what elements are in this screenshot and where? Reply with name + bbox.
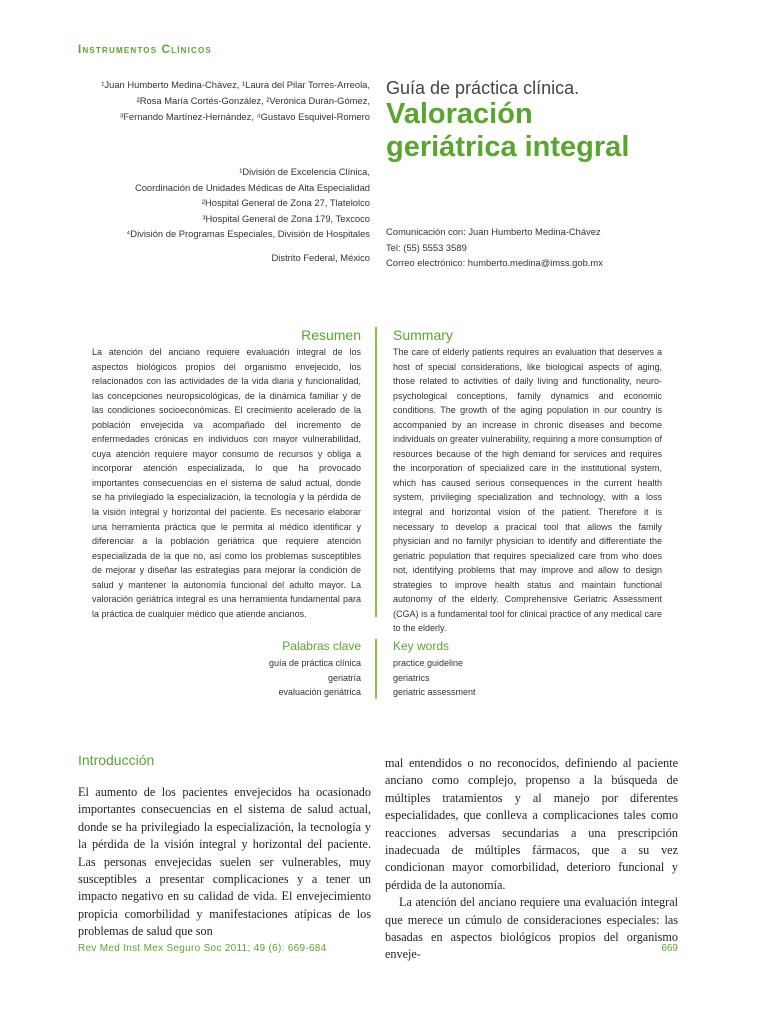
- article-title: [386, 98, 629, 164]
- keyword-item: geriatrics: [393, 672, 430, 683]
- author-list: [60, 77, 370, 125]
- contact-name: Comunicación con: Juan Humberto Medina-Chávez: [386, 226, 601, 237]
- author-line: ¹Juan Humberto Medina-Chávez, ¹Laura del Pilar Torres-Arreola,: [101, 79, 370, 90]
- keywords-es-heading: Palabras clave: [282, 639, 361, 653]
- keyword-item: practice guideline: [393, 658, 464, 668]
- keyword-item: guía de práctica clínica: [268, 658, 361, 668]
- intro-column-left: [78, 784, 371, 941]
- intro-paragraph: mal entendidos o no reconocidos, definiendo al paciente anciano como complejo, propenso a la búsqueda de múltiples tratamientos y al manejo por diferentes especialidades, que conlleva a complicaciones tales como reacciones adversas secundarias a una prescripción inadecuada de múltiples fármacos, que a su vez condicionan mayor comorbilidad, deterioro funcional y pérdida de la autonomía.: [385, 756, 678, 892]
- guide-label: Guía de práctica clínica.: [386, 78, 580, 98]
- affiliation-list: [60, 164, 370, 242]
- city: Distrito Federal, México: [271, 252, 370, 263]
- intro-paragraph: La atención del anciano requiere una evaluación integral que merece un cúmulo de consideraciones especiales: las basadas en aspectos biológicos propios del organismo enveje-: [385, 895, 678, 962]
- resumen-heading: Resumen: [301, 327, 361, 343]
- intro-paragraph: El aumento de los pacientes envejecidos ha ocasionado importantes consecuencias en el sistema de salud actual, donde se ha privilegiado la especialización, la tecnología y la pérdida de la visión integral y horizontal del paciente. Las personas envejecidas suelen ser vulnerables, muy susceptibles a presentar complicaciones y a tener un impacto negativo en su calidad de vida. El envejecimiento propicia comorbilidad y manifestaciones atípicas de los problemas de salud que son: [78, 785, 371, 939]
- affiliation-line: ⁴División de Programas Especiales, División de Hospitales: [126, 228, 370, 239]
- affiliation-line: ¹División de Excelencia Clínica,: [239, 166, 370, 177]
- page-number: 669: [661, 943, 678, 954]
- keywords-es-list: [78, 656, 361, 700]
- affiliation-line: Coordinación de Unidades Médicas de Alta Especialidad: [134, 181, 370, 193]
- abstract-divider: [375, 327, 377, 617]
- intro-column-right: [385, 755, 678, 964]
- keywords-en-list: [393, 656, 476, 700]
- keywords-divider: [375, 639, 377, 699]
- summary-text: The care of elderly patients requires an evaluation that deserves a host of special considerations, like biological aspects of aging, those related to activities of daily living and functionality, neuro-psychological conceptions, family dynamics and economic conditions. The growth of the aging population in our country is accompanied by an increase in chronic diseases and become individuals on greater vulnerability, requiring a more consumption of resources because of the high demand for services and requires the incorporation of specialized care in the institutional system, which has caused serious consequences in the current health system, privileging specialization and technology, with a loss integral and horizontal vision of the patient. Therefore it is necessary to develop a pracical tool that allows the family physician and no familyr physician to identify and differentiate the geriatric population that requires specialized care from who does not, identifying problems that may improve and allow to design strategies to improve health status and maintain functional autonomy of the elderly. Comprehensive Geriatric Assessment (CGA) is a fundamental tool for clinical practice of any medical care to the elderly.: [393, 347, 662, 634]
- journal-citation: Rev Med Inst Mex Seguro Soc 2011; 49 (6): 669-684: [78, 943, 327, 954]
- affiliation-line: ²Hospital General de Zona 27, Tlatelolco: [201, 197, 370, 208]
- author-line: ²Rosa María Cortés-González, ²Verónica Durán-Gómez,: [136, 95, 370, 106]
- title-line: geriátrica integral: [386, 131, 630, 163]
- contact-phone: Tel: (55) 5553 3589: [386, 241, 467, 253]
- keywords-en-heading: Key words: [393, 639, 450, 653]
- affiliation-line: ³Hospital General de Zona 179, Texcoco: [202, 212, 370, 224]
- title-line: Valoración: [386, 98, 533, 130]
- contact-block: [386, 224, 603, 271]
- author-line: ³Fernando Martínez-Hernández, ⁴Gustavo Esquivel-Romero: [120, 111, 370, 122]
- keyword-item: geriatric assessment: [393, 687, 476, 697]
- section-tag: Instrumentos Clínicos: [78, 44, 212, 56]
- keyword-item: geriatría: [327, 672, 361, 683]
- resumen-text: La atención del anciano requiere evaluación integral de los aspectos biológicos propios del organismo envejecido, los relacionados con las actividades de la vida diaria y funcionalidad, las concepciones neuropsicológicas, de la dinámica familiar y de las condiciones socioeconómicas. El crecimiento acelerado de la población envejecida va acompañado del incremento de enfermedades crónicas en individuos con mayor vulnerabilidad, cuya atención requiere mayor consumo de recursos y obliga a incorporar atención especializada, lo que ha provocado importantes consecuencias en el sistema de salud actual, donde se ha privilegiado la especialización, la tecnología y la pérdida de la visión integral y horizontal del paciente. Es necesario elaborar una herramienta práctica que le permita al médico identificar y diferenciar a la población geriátrica que requiere atención especializada de la que no, así como los problemas susceptibles de mejorar y diseñar las estrategias para mejorar la condición de salud y mantener la autonomía funcional del adulto mayor. La valoración geriátrica integral es una herramienta fundamental para la práctica de cualquier médico que atiende ancianos.: [92, 347, 361, 619]
- keyword-item: evaluación geriátrica: [278, 687, 361, 697]
- contact-email[interactable]: Correo electrónico: humberto.medina@imss.gob.mx: [386, 257, 603, 268]
- intro-heading: Introducción: [78, 752, 155, 768]
- summary-heading: Summary: [393, 327, 453, 343]
